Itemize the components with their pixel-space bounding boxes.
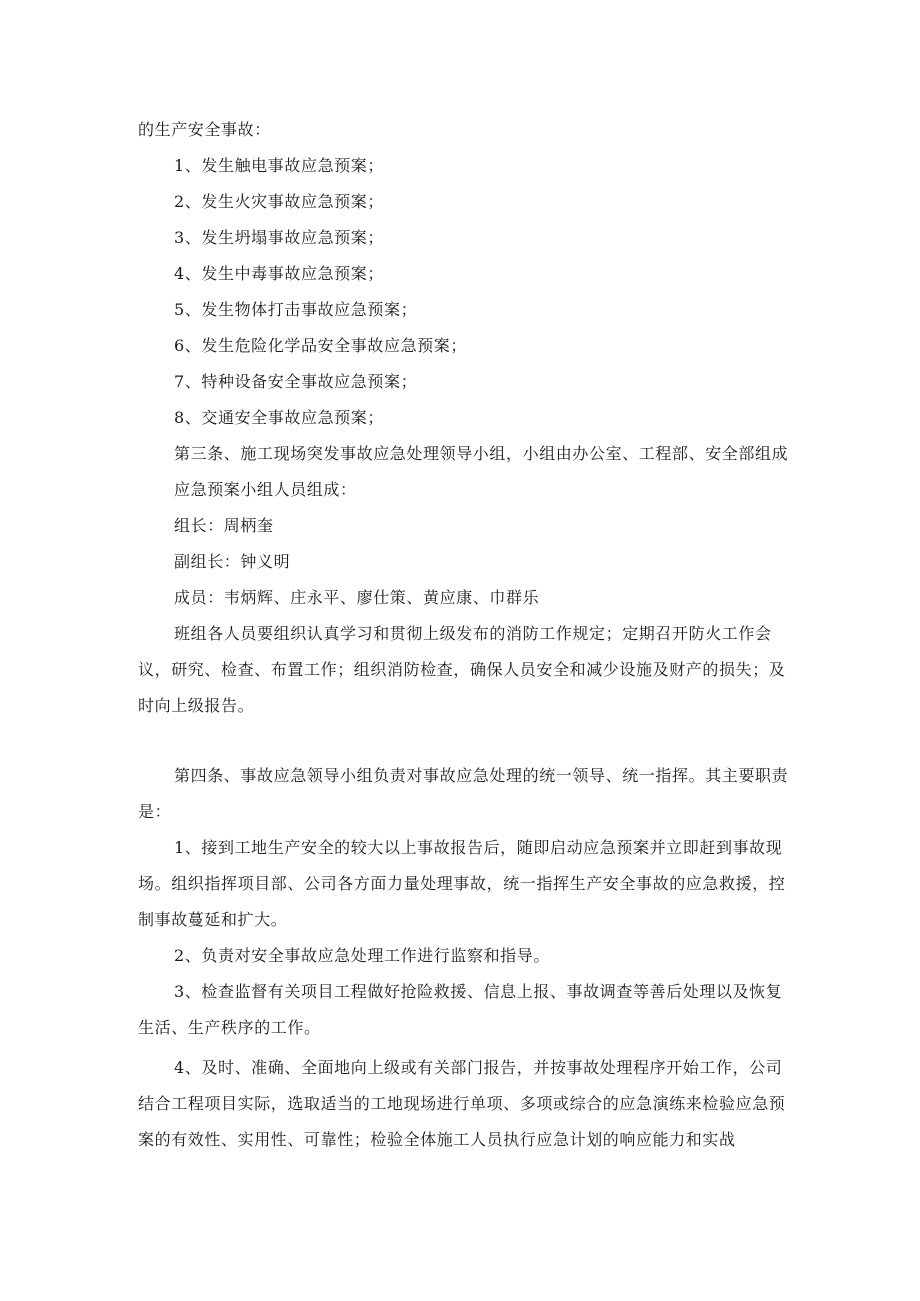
plan-item-4: 4、发生中毒事故应急预案； [174, 264, 384, 283]
team-leader: 组长：周柄奎 [174, 516, 274, 535]
duty-paragraph: 班组各人员要组织认真学习和贯彻上级发布的消防工作规定；定期召开防火工作会议，研究、检查、布置工作；组织消防检查，确保人员安全和减少设施及财产的损失；及时向上级报告。 [138, 624, 786, 715]
duty-item-3: 3、检查监督有关项目工程做好抢险救援、信息上报、事故调查等善后处理以及恢复生活、生产秩序的工作。 [138, 982, 783, 1037]
plan-item-1: 1、发生触电事故应急预案； [174, 156, 384, 175]
plan-item-3: 3、发生坍塌事故应急预案； [174, 228, 384, 247]
team-deputy: 副组长：钟义明 [174, 552, 291, 571]
plan-item-8: 8、交通安全事故应急预案； [174, 408, 384, 427]
document-page [138, 112, 798, 1158]
plan-item-6: 6、发生危险化学品安全事故应急预案； [174, 336, 467, 355]
duty-item-4: 4、及时、准确、全面地向上级或有关部门报告，并按事故处理程序开始工作，公司结合工程项目实际，选取适当的工地现场进行单项、多项或综合的应急演练来检验应急预案的有效性、实用性、可靠性；检验全体施工人员执行应急计划的响应能力和实战 [138, 1058, 786, 1149]
plan-item-7: 7、特种设备安全事故应急预案； [174, 372, 418, 391]
team-members: 成员：韦炳辉、庄永平、廖仕策、黄应康、巾群乐 [174, 588, 540, 607]
article-3-paragraph: 第三条、施工现场突发事故应急处理领导小组，小组由办公室、工程部、安全部组成 [174, 444, 789, 463]
duty-item-1: 1、接到工地生产安全的较大以上事故报告后，随即启动应急预案并立即赶到事故现场。组织指挥项目部、公司各方面力量处理事故，统一指挥生产安全事故的应急救援，控制事故蔓延和扩大。 [138, 838, 786, 929]
article-4-paragraph: 第四条、事故应急领导小组负责对事故应急处理的统一领导、统一指挥。其主要职责是： [138, 766, 789, 821]
duty-item-2: 2、负责对安全事故应急处理工作进行监察和指导。 [174, 946, 550, 965]
team-title: 应急预案小组人员组成： [174, 480, 357, 499]
plan-item-2: 2、发生火灾事故应急预案； [174, 192, 384, 211]
plan-item-5: 5、发生物体打击事故应急预案； [174, 300, 418, 319]
intro-line: 的生产安全事故： [138, 120, 271, 139]
